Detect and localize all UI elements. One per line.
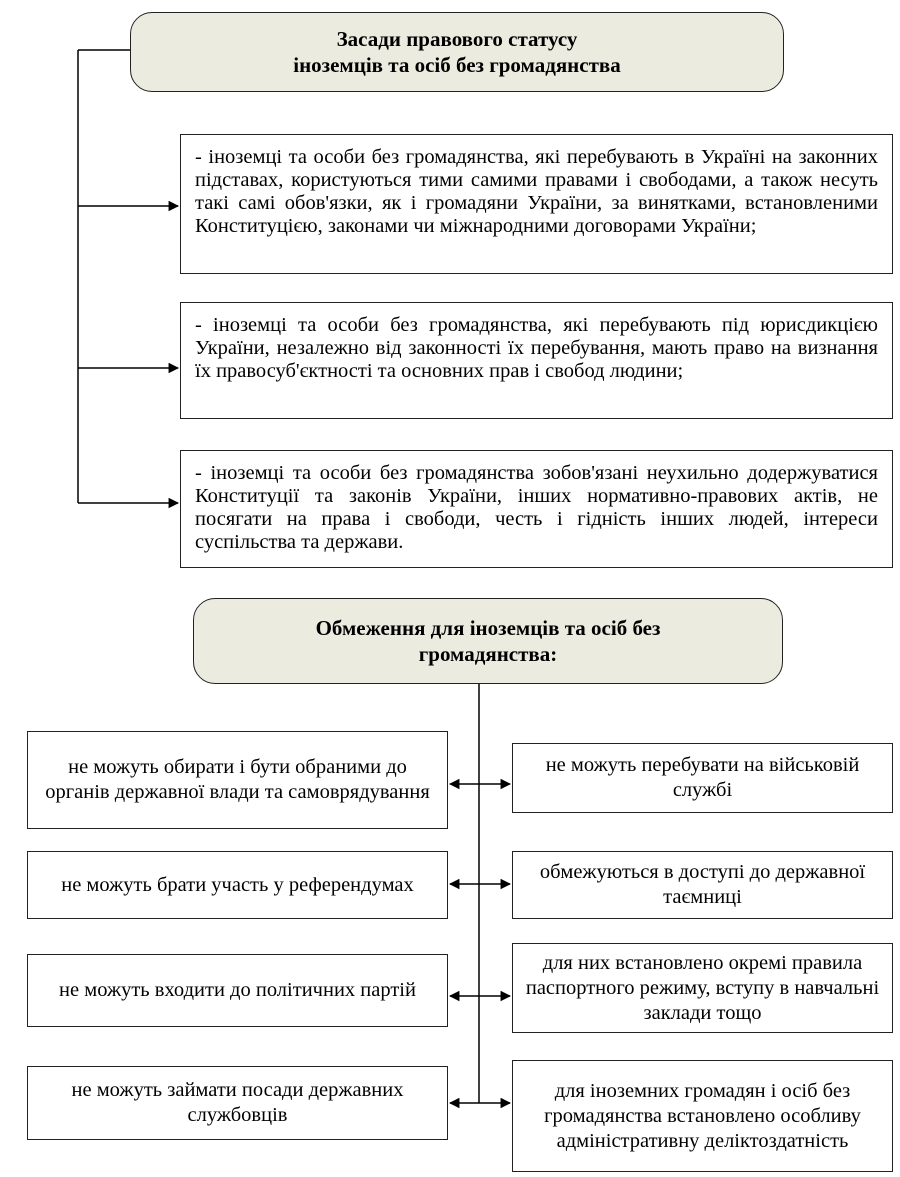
restriction-right-1-text: не можуть перебувати на військовій службі [545, 754, 860, 801]
restriction-left-4-text: не можуть займати посади державних службовців [71, 1079, 404, 1126]
restrictions-title-line-1: Обмеження для іноземців та осіб без [315, 616, 661, 640]
restriction-left-3-text: не можуть входити до політичних партій [59, 979, 416, 1001]
restrictions-title-box [193, 598, 783, 684]
principle-item-1: - іноземці та особи без громадянства, які перебувають в Україні на законних підставах, користуються тими самими правами і свободами, а також несуть такі самі обов'язки, як і громадяни України, за винятками, встановленими Конституцією, законами чи міжнародними договорами України; [180, 134, 893, 274]
principles-title-line-1: Засади правового статусу [336, 27, 578, 51]
restriction-right-3 [512, 943, 893, 1033]
restriction-right-1 [512, 743, 893, 813]
principle-item-3: - іноземці та особи без громадянства зобов'язані неухильно додержуватися Конституції та законів України, інших нормативно-правових актів, не посягати на права і свободи, честь і гідність інших людей, інтереси суспільства та держави. [180, 450, 893, 568]
restriction-right-2-text: обмежуються в доступі до державної таємниці [539, 861, 866, 908]
restriction-left-1 [27, 731, 448, 829]
principle-item-2: - іноземці та особи без громадянства, які перебувають під юрисдикцією України, незалежно від законності їх перебування, мають право на визнання їх правосуб'єктності та основних прав і свобод людини; [180, 302, 893, 419]
restriction-right-4 [512, 1060, 893, 1172]
restriction-left-4 [27, 1066, 448, 1140]
principles-title-box [130, 12, 784, 92]
restriction-left-2-text: не можуть брати участь у референдумах [61, 873, 414, 896]
restrictions-title-line-2: громадянства: [418, 642, 558, 666]
restriction-left-1-text: не можуть обирати і бути обраними до органів державної влади та самоврядування [45, 756, 430, 803]
restriction-right-2 [512, 851, 893, 919]
principles-title-line-2: іноземців та осіб без громадянства [293, 53, 621, 77]
restriction-left-2 [27, 851, 448, 919]
restriction-left-3 [27, 954, 448, 1027]
restriction-right-3-text: для них встановлено окремі правила паспортного режиму, вступу в навчальні заклади тощо [525, 951, 880, 1024]
restriction-right-4-text: для іноземних громадян і осіб без громадянства встановлено особливу адміністративну деліктоздатність [544, 1079, 861, 1152]
